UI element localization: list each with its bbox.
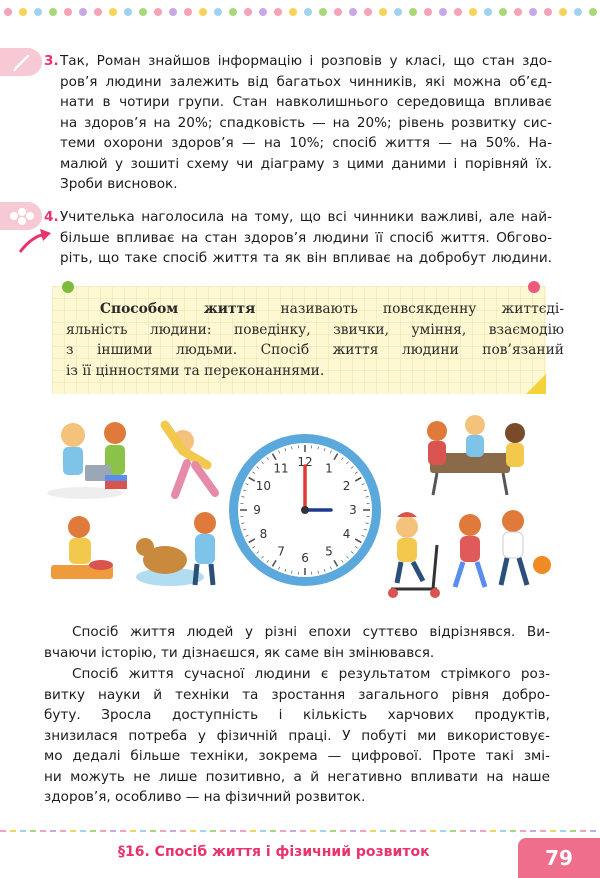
decorative-dash [290,830,296,832]
decorative-dot [454,8,462,16]
definition-line: із її цінностями та переконаннями. [66,362,325,379]
footer-section-title: §16. Спосіб життя і фізичний розвиток [118,844,430,860]
decorative-dash [100,830,106,832]
decorative-dot [574,8,582,16]
clock-number: 8 [259,527,268,541]
paragraph-line: Спосіб життя людей у різні епохи суттєво відрізнявся. Ви- [72,624,550,640]
decorative-dot [334,8,342,16]
paragraph-line: витку науки й техніки та зростання загального рівня добро- [44,686,550,703]
decorative-dot [274,8,282,16]
clock-number: 2 [342,479,351,493]
decorative-dot [499,8,507,16]
clock-number: 12 [297,455,313,469]
decorative-dash [200,830,206,832]
decorative-dash [280,830,286,832]
decorative-dot [589,8,597,16]
decorative-dash [450,830,456,832]
top-dotted-border [0,0,600,24]
task-3-line: теми охорони здоров’я — на 10%; спосіб життя — на 50%. На- [60,135,552,151]
definition-term: Способом життя [100,301,256,317]
boy-washing-dog-illustration [136,512,216,586]
decorative-dot [289,8,297,16]
decorative-dash [150,830,156,832]
clock-number: 11 [273,461,289,476]
definition-line: називають повсякденну життєді- [255,301,564,317]
decorative-dot [379,8,387,16]
decorative-dash [460,830,466,832]
decorative-dot [124,8,132,16]
decorative-dash [240,830,246,832]
decorative-dot [484,8,492,16]
decorative-dash [330,830,336,832]
decorative-dot [19,8,27,16]
definition-line: з іншими людьми. Спосіб життя людини пов’язаний [66,342,564,358]
decorative-dot [394,8,402,16]
decorative-dash [560,830,566,832]
decorative-dash [250,830,256,832]
decorative-dash [270,830,276,832]
paragraph-line: ни можуть не лише позитивно, а й негативно впливати на наше [44,768,550,785]
decorative-dot [109,8,117,16]
decorative-dash [540,830,546,832]
decorative-dot [169,8,177,16]
task-3-line: на здоров’я на 20%; спадковість — на 20%; рівень розвитку сис- [60,114,552,131]
decorative-dash [410,830,416,832]
pin-icon [528,281,540,293]
decorative-dash [320,830,326,832]
decorative-dot [64,8,72,16]
decorative-dash [300,830,306,832]
exercising-girl-illustration [165,425,215,495]
decorative-dot [349,8,357,16]
decorative-dot [319,8,327,16]
decorative-dash [10,830,16,832]
decorative-dash [500,830,506,832]
decorative-dot [439,8,447,16]
task-4 [44,207,552,269]
clock-number: 6 [301,551,309,565]
pencil-tab [0,48,42,76]
task-3-line: Зроби висновок. [60,176,178,192]
decorative-dash [420,830,426,832]
decorative-dash [0,830,6,832]
task-3-line: ров’я людини залежить від багатьох чинників, які можна об’єд- [60,73,552,90]
arrow-icon [18,228,52,254]
decorative-dot [229,8,237,16]
decorative-dash [510,830,516,832]
decorative-dot [79,8,87,16]
decorative-dash [110,830,116,832]
decorative-dot [304,8,312,16]
task-3 [44,51,552,195]
decorative-dot [139,8,147,16]
decorative-dash [360,830,366,832]
decorative-dash [430,830,436,832]
page-number: 79 [518,838,600,878]
paragraph-2 [44,664,550,808]
basketball-icon [533,556,551,574]
decorative-dot [244,8,252,16]
decorative-dash [50,830,56,832]
paragraph-1 [44,622,550,663]
decorative-dot [559,8,567,16]
task-4-line: ріть, що таке спосіб життя та як він впливає на добробут людини. [60,250,552,266]
paragraph-line: Спосіб життя сучасної людини є результатом стрімкого роз- [72,666,550,682]
kids-basketball-illustration [455,510,551,587]
decorative-dot [4,8,12,16]
lifestyle-illustration [45,405,555,610]
task-4-number: 4. [44,209,59,225]
footer-dashed-line [0,829,600,833]
task-4-line: Учителька наголосила на тому, що всі чинники важливі, але най- [60,209,552,225]
clock-number: 1 [325,461,333,476]
decorative-dot [364,8,372,16]
decorative-dot [514,8,522,16]
decorative-dash [70,830,76,832]
decorative-dot [469,8,477,16]
task-3-number: 3. [44,53,59,69]
definition-box [52,286,564,394]
decorative-dash [530,830,536,832]
discussion-tab [0,202,42,230]
task-3-line: малюй у зошиті схему чи діаграму з цими даними і порівняй їх. [60,155,552,172]
decorative-dash [30,830,36,832]
decorative-dot [409,8,417,16]
decorative-dash [220,830,226,832]
decorative-dash [140,830,146,832]
decorative-dash [130,830,136,832]
definition-text [66,299,564,381]
paragraph-line: здоров’я, особливо — на фізичний розвиток. [44,789,366,805]
decorative-dot [34,8,42,16]
girl-eating-illustration [51,516,113,579]
paragraph-line: буту. Зросла доступність і кількість харчових продуктів, [44,707,550,723]
decorative-dash [170,830,176,832]
paragraph-line: вчаючи історію, ти дізнаєшся, як саме він змінювався. [44,644,435,661]
wall-clock [229,434,381,586]
decorative-dot [94,8,102,16]
decorative-dash [180,830,186,832]
decorative-dot [424,8,432,16]
decorative-dash [590,830,596,832]
definition-line: яльність людини: поведінку, звички, уміння, взаємодію [66,321,564,338]
decorative-dash [470,830,476,832]
decorative-dash [480,830,486,832]
decorative-dash [20,830,26,832]
decorative-dash [440,830,446,832]
pencil-icon [0,48,42,76]
task-4-line: більше впливає на стан здоров’я людини її спосіб життя. Обгово- [60,229,552,246]
kids-studying-illustration [47,422,127,499]
decorative-dash [390,830,396,832]
decorative-dot [184,8,192,16]
decorative-dash [520,830,526,832]
decorative-dot [529,8,537,16]
decorative-dash [120,830,126,832]
clock-number: 7 [277,544,285,559]
group-discussion-icon [0,202,42,230]
decorative-dash [310,830,316,832]
decorative-dash [400,830,406,832]
paragraph-line: мо дедалі більше техніки, зокрема — цифрової. Проте такі змі- [44,748,550,764]
clock-number: 10 [255,479,272,493]
decorative-dash [80,830,86,832]
decorative-dash [210,830,216,832]
decorative-dash [550,830,556,832]
decorative-dash [380,830,386,832]
decorative-dot [154,8,162,16]
decorative-dash [350,830,356,832]
decorative-dash [580,830,586,832]
clock-number: 9 [253,503,261,517]
task-3-line: Так, Роман знайшов інформацію і розповів у класі, що стан здо- [60,53,552,69]
decorative-dash [370,830,376,832]
decorative-dash [570,830,576,832]
paragraph-line: знизилася потреба у фізичній праці. У побуті ми використовує- [44,727,550,744]
decorative-dot [49,8,57,16]
pin-icon [62,281,74,293]
decorative-dash [260,830,266,832]
decorative-dash [190,830,196,832]
kids-playing-game-illustration [427,415,525,495]
decorative-dash [40,830,46,832]
decorative-dash [90,830,96,832]
decorative-dash [60,830,66,832]
boy-on-scooter-illustration [388,512,440,598]
task-3-line: нати в чотири групи. Стан навколишнього середовища впливає [60,94,552,110]
clock-number: 5 [325,544,333,559]
decorative-dot [214,8,222,16]
decorative-dot [259,8,267,16]
decorative-dash [160,830,166,832]
decorative-dash [340,830,346,832]
decorative-dot [544,8,552,16]
decorative-dot [199,8,207,16]
decorative-dash [490,830,496,832]
clock-number: 4 [342,527,351,541]
clock-number: 3 [349,503,357,517]
decorative-dash [230,830,236,832]
